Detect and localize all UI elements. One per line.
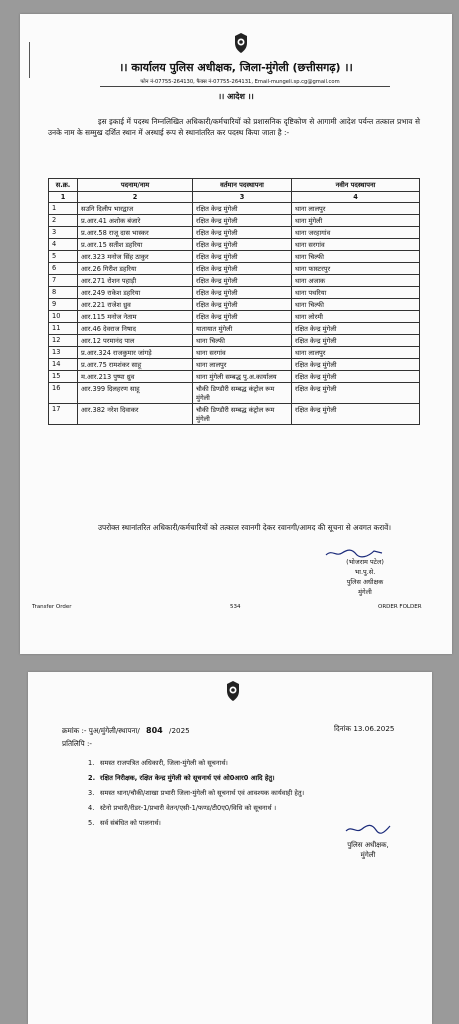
contact-line: फोन नं-07755-264130, फैक्स नं-07755-264131, Email-mungeli.sp.cg@gmail.com: [140, 79, 340, 85]
row-serial: 4: [49, 239, 78, 251]
table-row: [49, 203, 420, 215]
copy-item-number: 3.: [88, 789, 95, 797]
row-new-posting: रक्षित केन्द्र मुंगेली: [292, 335, 420, 347]
row-name: आर.12 परमानंद पाल: [78, 335, 193, 347]
footer-page-number: 534: [230, 604, 241, 610]
copy-label: प्रतिलिपि :-: [62, 739, 93, 748]
row-serial: 9: [49, 299, 78, 311]
order-date: दिनांक 13.06.2025: [334, 724, 395, 733]
row-new-posting: थाना जरहागांव: [292, 227, 420, 239]
reference-label: क्रमांक :- पुअ/मुंगेली/स्थापना/: [62, 726, 140, 735]
row-name: सउनि दिलीप भारद्वाज: [78, 203, 193, 215]
row-name: आर.271 रोशन पहाड़ी: [78, 275, 193, 287]
copy-item-number: 5.: [88, 819, 95, 827]
order-page: [20, 14, 452, 654]
row-name: प्र.आर.58 राजू दास भास्कर: [78, 227, 193, 239]
row-current-posting: रक्षित केन्द्र मुंगेली: [193, 311, 292, 323]
row-name: आर.249 राकेश डहरिया: [78, 287, 193, 299]
row-new-posting: थाना लोरमी: [292, 311, 420, 323]
row-new-posting: थाना चिल्फी: [292, 299, 420, 311]
reference-handwritten-number: 804: [146, 726, 163, 735]
row-current-posting: थाना चिल्फी: [193, 335, 292, 347]
copy-item-number: 2.: [88, 774, 96, 782]
row-new-posting: थाना चिल्फी: [292, 251, 420, 263]
table-row: [49, 275, 420, 287]
row-serial: 3: [49, 227, 78, 239]
copy-item-text: समस्त राजपत्रित अधिकारी, जिला-मुंगेली को सूचनार्थ।: [100, 759, 228, 767]
row-current-posting: रक्षित केन्द्र मुंगेली: [193, 215, 292, 227]
signatory-place: मुंगेली: [358, 588, 372, 596]
row-name: आर.46 देवराज निषाद: [78, 323, 193, 335]
copy-item-text: समस्त थाना/चौकी/शाखा प्रभारी जिला-मुंगेली को सूचनार्थ एवं आवश्यक कार्यवाही हेतु।: [100, 789, 305, 797]
copy-item-text: स्टेनो प्रभारी/रीडर-1/प्रभारी वेतन/एसी-1/फण्ड/टी0ए0/विधि को सूचनार्थ ।: [100, 804, 277, 812]
row-name: आर.115 मनोज नेताम: [78, 311, 193, 323]
copy-signatory-block: [328, 840, 408, 860]
copy-item-text: रक्षित निरीक्षक, रक्षित केन्द्र मुंगेली को सूचनार्थ एवं ओ0आर0 आदि हेतु।: [100, 774, 275, 782]
row-current-posting: यातायात मुंगेली: [193, 323, 292, 335]
row-new-posting: थाना सरगांव: [292, 239, 420, 251]
row-serial: 13: [49, 347, 78, 359]
row-current-posting: रक्षित केन्द्र मुंगेली: [193, 227, 292, 239]
row-new-posting: थाना फास्टरपुर: [292, 263, 420, 275]
table-row: [49, 404, 420, 425]
copy-recipient-item: [88, 801, 304, 816]
row-current-posting: चौकी डिण्डौरी सम्बद्ध कंट्रोल रूम मुंगेली: [193, 404, 292, 425]
row-new-posting: थाना लालपुर: [292, 203, 420, 215]
row-serial: 6: [49, 263, 78, 275]
closing-instruction: उपरोक्त स्थानांतरित अधिकारी/कर्मचारियों को तत्काल रवानगी देकर रवानगी/आमद की सूचना से अवगत करावें।: [98, 523, 392, 532]
table-row: [49, 311, 420, 323]
row-serial: 17: [49, 404, 78, 425]
row-current-posting: थाना सरगांव: [193, 347, 292, 359]
copy-item-number: 4.: [88, 804, 95, 812]
row-name: प्र.आर.15 सतीश डहरिया: [78, 239, 193, 251]
signatory-block: [320, 557, 410, 597]
table-row: [49, 287, 420, 299]
signatory-name: (भोजराम पटेल): [346, 558, 384, 566]
col-number: 1: [49, 192, 78, 203]
col-number: 2: [78, 192, 193, 203]
header-rule: [100, 86, 390, 87]
table-row: [49, 239, 420, 251]
col-header-name: पदनाम/नाम: [78, 179, 193, 192]
row-new-posting: थाना मुंगेली: [292, 215, 420, 227]
row-name: आर.323 मनोज सिंह ठाकुर: [78, 251, 193, 263]
signatory-rank: भा.पु.से.: [354, 568, 376, 576]
col-header-current: वर्तमान पदस्थापना: [193, 179, 292, 192]
row-new-posting: रक्षित केन्द्र मुंगेली: [292, 359, 420, 371]
col-number: 4: [292, 192, 420, 203]
table-row: [49, 347, 420, 359]
table-row: [49, 371, 420, 383]
order-heading: ।। आदेश ।।: [218, 92, 254, 101]
footer-right: ORDER FOLDER: [378, 604, 422, 610]
table-row: [49, 323, 420, 335]
signature-icon: [344, 822, 392, 836]
copy-page: [28, 672, 432, 1024]
row-current-posting: रक्षित केन्द्र मुंगेली: [193, 299, 292, 311]
copy-recipient-item: [88, 771, 304, 786]
row-current-posting: रक्षित केन्द्र मुंगेली: [193, 275, 292, 287]
police-emblem-icon: [232, 32, 250, 54]
row-new-posting: रक्षित केन्द्र मुंगेली: [292, 383, 420, 404]
table-row: [49, 251, 420, 263]
row-current-posting: थाना मुंगेली सम्बद्ध पु.अ.कार्यालय: [193, 371, 292, 383]
copy-recipient-item: [88, 756, 304, 771]
transfer-table-body: [49, 203, 420, 425]
row-new-posting: रक्षित केन्द्र मुंगेली: [292, 404, 420, 425]
row-current-posting: रक्षित केन्द्र मुंगेली: [193, 251, 292, 263]
copy-signatory-place: मुंगेली: [360, 851, 376, 859]
row-serial: 16: [49, 383, 78, 404]
row-name: प्र.आर.41 अशोक बंजारे: [78, 215, 193, 227]
row-name: आर.26 गिरीश डहरिया: [78, 263, 193, 275]
row-serial: 11: [49, 323, 78, 335]
row-serial: 10: [49, 311, 78, 323]
row-new-posting: थाना अजाक: [292, 275, 420, 287]
transfer-table: [48, 178, 420, 425]
reference-number: [62, 726, 190, 736]
row-current-posting: रक्षित केन्द्र मुंगेली: [193, 239, 292, 251]
row-current-posting: रक्षित केन्द्र मुंगेली: [193, 263, 292, 275]
footer-left: Transfer Order: [32, 604, 72, 610]
office-title: ।। कार्यालय पुलिस अधीक्षक, जिला-मुंगेली (छत्तीसगढ़) ।।: [119, 61, 353, 74]
copy-recipient-list: [88, 756, 304, 831]
table-row: [49, 299, 420, 311]
row-name: प्र.आर.75 रामशंकर साहू: [78, 359, 193, 371]
row-serial: 15: [49, 371, 78, 383]
col-number: 3: [193, 192, 292, 203]
col-header-sn: स.क्र.: [49, 179, 78, 192]
copy-item-number: 1.: [88, 759, 95, 767]
row-name: म.आर.213 पुष्पा ध्रुव: [78, 371, 193, 383]
row-serial: 5: [49, 251, 78, 263]
copy-recipient-item: [88, 786, 304, 801]
row-name: आर.382 नरेश दिवाकर: [78, 404, 193, 425]
row-current-posting: रक्षित केन्द्र मुंगेली: [193, 287, 292, 299]
order-intro: इस इकाई में पदस्थ निम्नलिखित अधिकारी/कर्मचारियों को प्रशासनिक दृष्टिकोण से आगामी आदेश पर्यन्त तत्काल प्रभाव से उनके नाम के सम्मुख दर्शित स्थान में अस्थाई रूप से स्थानांतरित कर पदस्थ किया जाता है :-: [48, 117, 420, 137]
table-row: [49, 383, 420, 404]
row-current-posting: रक्षित केन्द्र मुंगेली: [193, 203, 292, 215]
row-name: आर.399 दिलहरण साहू: [78, 383, 193, 404]
row-new-posting: रक्षित केन्द्र मुंगेली: [292, 323, 420, 335]
row-new-posting: थाना पथरिया: [292, 287, 420, 299]
copy-signatory-title: पुलिस अधीक्षक,: [347, 841, 389, 849]
col-header-new: नवीन पदस्थापना: [292, 179, 420, 192]
row-name: आर.221 राजेश ध्रुव: [78, 299, 193, 311]
table-row: [49, 227, 420, 239]
signatory-title: पुलिस अधीक्षक: [346, 578, 384, 586]
row-new-posting: थाना लालपुर: [292, 347, 420, 359]
row-serial: 1: [49, 203, 78, 215]
row-serial: 14: [49, 359, 78, 371]
copy-item-text: सर्व संबंधित को पालनार्थ।: [100, 819, 161, 827]
copy-recipient-item: [88, 816, 304, 831]
table-row: [49, 263, 420, 275]
table-row: [49, 215, 420, 227]
row-new-posting: रक्षित केन्द्र मुंगेली: [292, 371, 420, 383]
table-row: [49, 359, 420, 371]
row-current-posting: चौकी डिण्डौरी सम्बद्ध कंट्रोल रूम मुंगेली: [193, 383, 292, 404]
row-serial: 8: [49, 287, 78, 299]
row-serial: 2: [49, 215, 78, 227]
police-emblem-icon: [224, 680, 242, 702]
row-name: प्र.आर.324 राजकुमार जांगड़े: [78, 347, 193, 359]
reference-year: /2025: [169, 726, 190, 735]
row-current-posting: थाना लालपुर: [193, 359, 292, 371]
table-row: [49, 335, 420, 347]
row-serial: 12: [49, 335, 78, 347]
row-serial: 7: [49, 275, 78, 287]
